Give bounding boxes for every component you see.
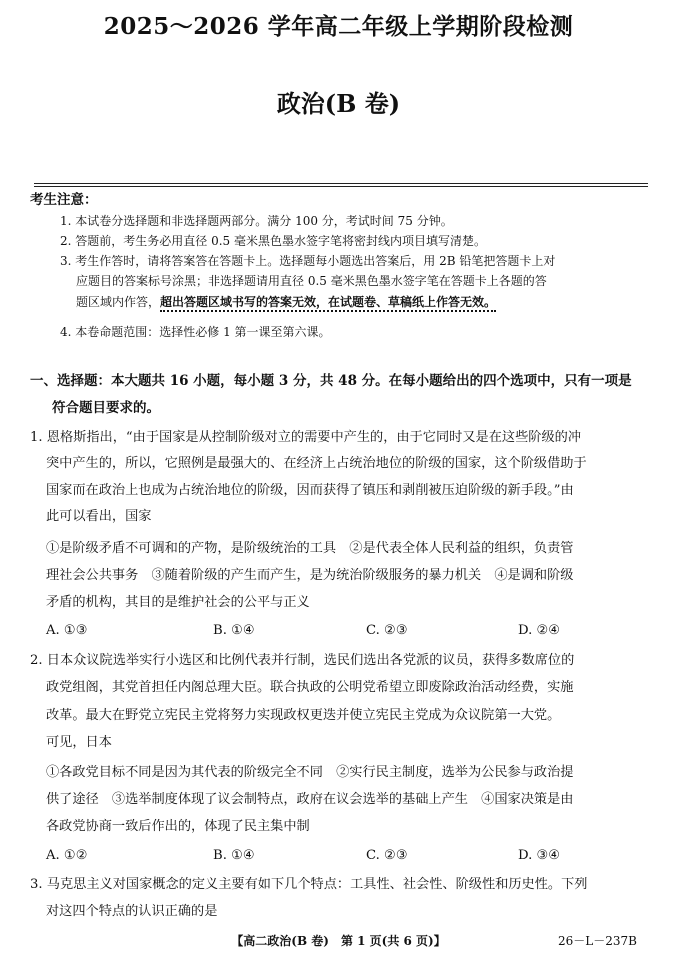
question-text-line: 各政党协商一致后作出的，体现了民主集中制 xyxy=(46,819,310,834)
question-text-line: 国家而在政治上也成为占统治地位的阶级，因而获得了镇压和剥削被压迫阶级的新手段。”由 xyxy=(46,483,574,498)
option-a: A. ①② xyxy=(46,848,88,863)
notice-item-3-text: 题区域内作答， xyxy=(76,295,161,309)
question-text-line: 2. 日本众议院选举实行小选区和比例代表并行制，选民们选出各党派的议员，获得多数席位的 xyxy=(30,653,575,668)
question-text-line: 矛盾的机构，其目的是维护社会的公平与正义 xyxy=(46,595,310,610)
notice-emphasis-text: 超出答题区域书写的答案无效，在试题卷、草稿纸上作答无效。 xyxy=(160,295,496,312)
question-text-line: 供了途径 ③选举制度体现了议会制特点，政府在议会选举的基础上产生 ④国家决策是由 xyxy=(46,792,574,807)
divider-top-second xyxy=(34,186,648,187)
question-text-line: ①各政党目标不同是因为其代表的阶级完全不同 ②实行民主制度，选举为公民参与政治提 xyxy=(46,765,574,780)
section-heading-line-1: 一、选择题：本大题共 16 小题，每小题 3 分，共 48 分。在每小题给出的四个选项中，只有一项是 xyxy=(30,373,632,389)
subject-title: 政治(B 卷) xyxy=(276,89,401,118)
question-text-line: 突中产生的，所以，它照例是最强大的、在经济上占统治地位的阶级的国家，这个阶级借助于 xyxy=(46,456,587,471)
question-text-line: 改革。最大在野党立宪民主党将努力实现政权更迭并使立宪民主党成为众议院第一大党。 xyxy=(46,708,561,723)
question-text-line: 理社会公共事务 ③随着阶级的产生而产生，是为统治阶级服务的暴力机关 ④是调和阶级 xyxy=(46,568,574,583)
question-text-line: 此可以看出，国家 xyxy=(46,509,152,524)
divider-top xyxy=(34,183,648,184)
option-b: B. ①④ xyxy=(213,848,255,863)
option-c: C. ②③ xyxy=(366,848,408,863)
question-text-line: 对这四个特点的认识正确的是 xyxy=(46,904,218,919)
option-a: A. ①③ xyxy=(46,623,88,638)
section-heading-line-2: 符合题目要求的。 xyxy=(52,400,160,416)
page-number-label: 【高二政治(B 卷) 第 1 页(共 6 页)】 xyxy=(231,934,446,948)
option-b: B. ①④ xyxy=(213,623,255,638)
notice-item-2: 2. 答题前，考生务必用直径 0.5 毫米黑色墨水签字笔将密封线内项目填写清楚。 xyxy=(60,234,486,248)
option-d: D. ②④ xyxy=(518,623,561,638)
question-text-line: 政党组阁，其党首担任内阁总理大臣。联合执政的公明党希望立即废除政治活动经费，实施 xyxy=(46,680,574,695)
notice-item-3-line-2: 应题目的答案标号涂黑；非选择题请用直径 0.5 毫米黑色墨水签字笔在答题卡上各题的答 xyxy=(76,274,547,288)
question-text-line: ①是阶级矛盾不可调和的产物，是阶级统治的工具 ②是代表全体人民利益的组织，负责管 xyxy=(46,541,574,556)
question-text-line: 3. 马克思主义对国家概念的定义主要有如下几个特点：工具性、社会性、阶级性和历史性。下列 xyxy=(30,877,588,892)
exam-code: 26－L－237B xyxy=(558,934,637,948)
notice-item-3-line-3 xyxy=(76,292,496,312)
option-c: C. ②③ xyxy=(366,623,408,638)
exam-title: 2025～2026 学年高二年级上学期阶段检测 xyxy=(103,13,574,40)
notice-item-3-line-1: 3. 考生作答时，请将答案答在答题卡上。选择题每小题选出答案后，用 2B 铅笔把答题卡上对 xyxy=(60,254,556,268)
option-d: D. ③④ xyxy=(518,848,561,863)
question-text-line: 1. 恩格斯指出，“由于国家是从控制阶级对立的需要中产生的，由于它同时又是在这些阶级的冲 xyxy=(30,430,582,445)
notice-item-4: 4. 本卷命题范围：选择性必修 1 第一课至第六课。 xyxy=(60,325,331,339)
question-text-line: 可见，日本 xyxy=(46,735,112,750)
notice-heading: 考生注意： xyxy=(30,192,98,208)
notice-item-1: 1. 本试卷分选择题和非选择题两部分。满分 100 分，考试时间 75 分钟。 xyxy=(60,214,453,228)
